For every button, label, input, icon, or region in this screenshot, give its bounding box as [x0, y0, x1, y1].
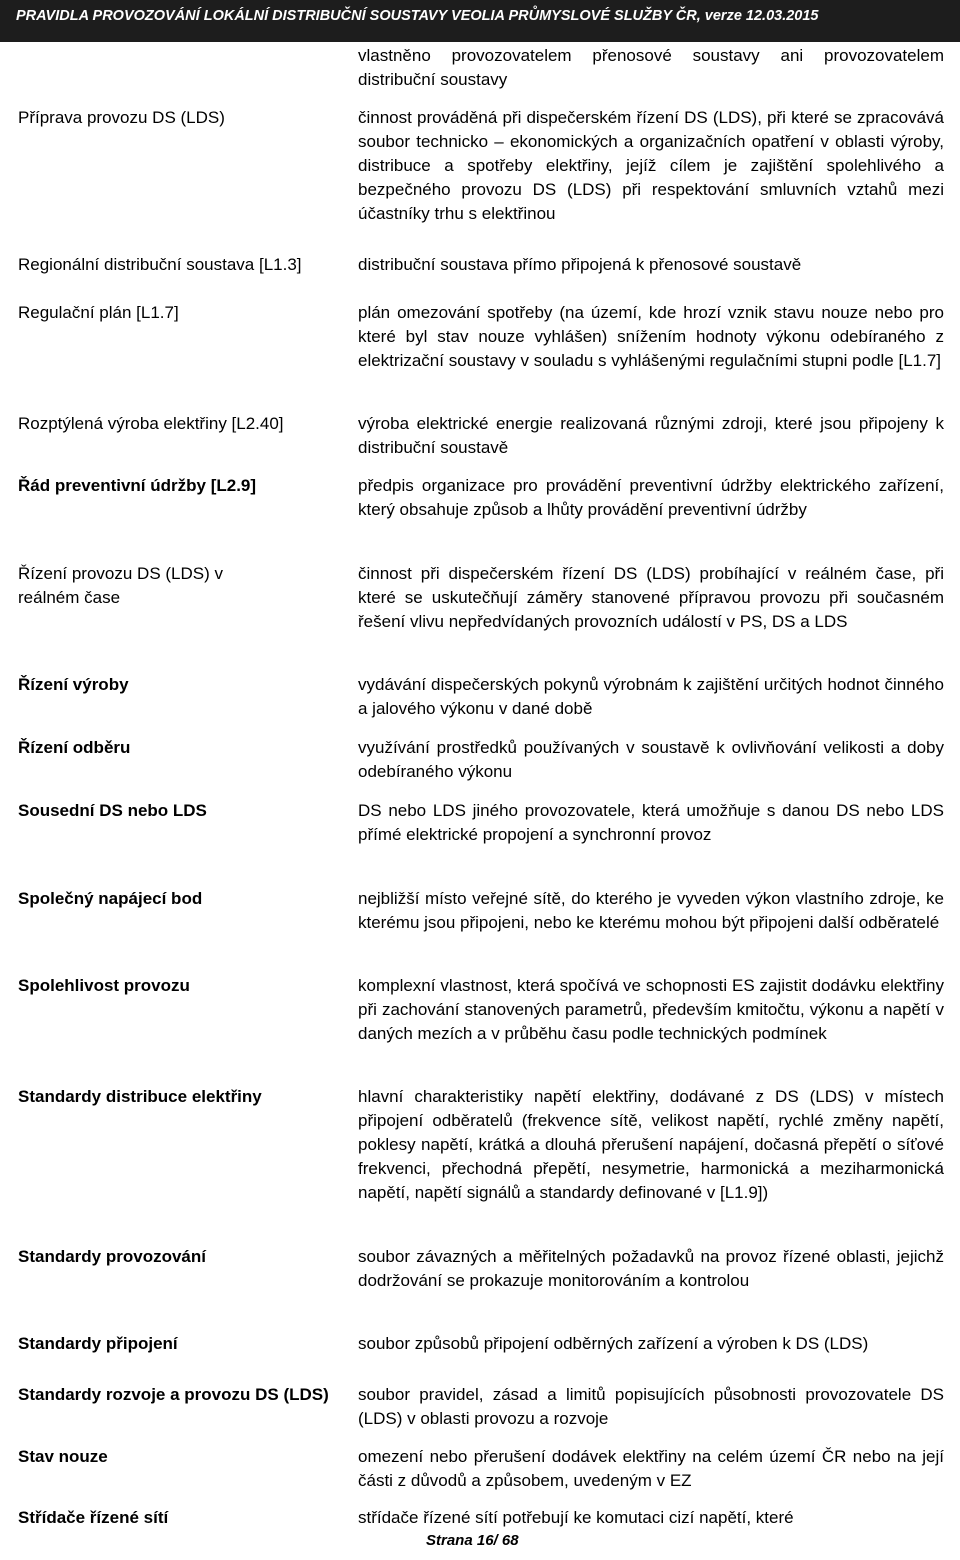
term-label: Střídače řízené sítí [18, 1508, 169, 1527]
definition-text: soubor závazných a měřitelných požadavků na provoz řízené oblasti, jejichž dodržování se prokazuje monitorováním a kontrolou [358, 1247, 944, 1290]
definition-text: omezení nebo přerušení dodávek elektřiny na celém území ČR nebo na její části z důvodů a způsobem, uvedeným v EZ [358, 1447, 944, 1490]
header-title: PRAVIDLA PROVOZOVÁNÍ LOKÁLNÍ DISTRIBUČNÍ SOUSTAVY VEOLIA PRŮMYSLOVÉ SLUŽBY ČR, verze 12.03.2015 [16, 8, 819, 24]
term-label: Standardy provozování [18, 1247, 206, 1266]
term-label: Regionální distribuční soustava [L1.3] [18, 255, 302, 274]
term-label: Standardy připojení [18, 1334, 178, 1353]
term-label: Řízení výroby [18, 675, 129, 694]
definition-text: vlastněno provozovatelem přenosové soustavy ani provozovatelem distribuční soustavy [358, 46, 944, 89]
definition-text: soubor způsobů připojení odběrných zařízení a výroben k DS (LDS) [358, 1334, 869, 1353]
definition-text: komplexní vlastnost, která spočívá ve schopnosti ES zajistit dodávku elektřiny při zachování stanovených parametrů, především kmitočtu, výkonu a napětí v daných mezích a v průběhu času podle technických podmínek [358, 976, 944, 1043]
page-number: Strana 16/ 68 [426, 1532, 519, 1549]
term-label: Společný napájecí bod [18, 889, 203, 908]
definition-text: soubor pravidel, zásad a limitů popisujících působnosti provozovatele DS (LDS) v oblasti provozu a rozvoje [358, 1385, 944, 1428]
definition-text: plán omezování spotřeby (na území, kde hrozí vznik stavu nouze nebo pro které byl stav nouze vyhlášen) snížením hodnoty výkonu odebíraného z elektrizační soustavy v souladu s vyhlášenými regulačními stupni podle [L1.7] [358, 303, 944, 370]
definition-text: činnost při dispečerském řízení DS (LDS) probíhající v reálném čase, při které se uskutečňují záměry stanovené přípravou provozu při současném řešení vlivu nepředvídaných provozních událostí v PS, DS a LDS [358, 564, 944, 631]
term-label: Spolehlivost provozu [18, 976, 190, 995]
definition-text: využívání prostředků používaných v soustavě k ovlivňování velikosti a doby odebíraného výkonu [358, 738, 944, 781]
term-label: Řízení odběru [18, 738, 131, 757]
term-label: Příprava provozu DS (LDS) [18, 108, 225, 127]
definition-text: nejbližší místo veřejné sítě, do kterého je vyveden výkon vlastního zdroje, ke kterému jsou připojeni, nebo ke kterému mohou být připojeni další odběratelé [358, 889, 944, 932]
term-label: Rozptýlená výroba elektřiny [L2.40] [18, 414, 284, 433]
term-label: Řízení provozu DS (LDS) v reálném čase [18, 564, 224, 607]
definition-text: činnost prováděná při dispečerském řízení DS (LDS), při které se zpracovává soubor technicko – ekonomických a organizačních opatření v oblasti výroby, distribuce a spotřeby elektřiny, jejíž cílem je zajištění spolehlivého a bezpečného provozu DS (LDS) při respektování smluvních vztahů mezi účastníky trhu s elektřinou [358, 108, 944, 223]
term-label: Sousední DS nebo LDS [18, 801, 207, 820]
term-label: Standardy rozvoje a provozu DS (LDS) [18, 1385, 329, 1404]
term-label: Regulační plán [L1.7] [18, 303, 179, 322]
definition-text: výroba elektrické energie realizovaná různými zdroji, které jsou připojeny k distribuční soustavě [358, 414, 944, 457]
definition-text: střídače řízené sítí potřebují ke komutaci cizí napětí, které [358, 1508, 794, 1527]
definition-text: hlavní charakteristiky napětí elektřiny, dodávané z DS (LDS) v místech připojení odběratelů (frekvence sítě, velikost napětí, rychlé změny napětí, poklesy napětí, krátká a dlouhá přerušení napájení, dočasná přepětí o síťové frekvenci, přechodná přepětí, nesymetrie, harmonická a meziharmonická napětí, napětí signálů a standardy definované v [L1.9]) [358, 1087, 944, 1202]
term-label: Stav nouze [18, 1447, 108, 1466]
document-header [0, 0, 960, 42]
definition-text: DS nebo LDS jiného provozovatele, která umožňuje s danou DS nebo LDS přímé elektrické propojení a synchronní provoz [358, 801, 944, 844]
term-label: Řád preventivní údržby [L2.9] [18, 476, 257, 495]
term-label: Standardy distribuce elektřiny [18, 1087, 262, 1106]
definition-text: vydávání dispečerských pokynů výrobnám k zajištění určitých hodnot činného a jalového výkonu v dané době [358, 675, 944, 718]
definition-text: předpis organizace pro provádění preventivní údržby elektrického zařízení, který obsahuje způsob a lhůty provádění preventivní údržby [358, 476, 944, 519]
definition-text: distribuční soustava přímo připojená k přenosové soustavě [358, 255, 802, 274]
